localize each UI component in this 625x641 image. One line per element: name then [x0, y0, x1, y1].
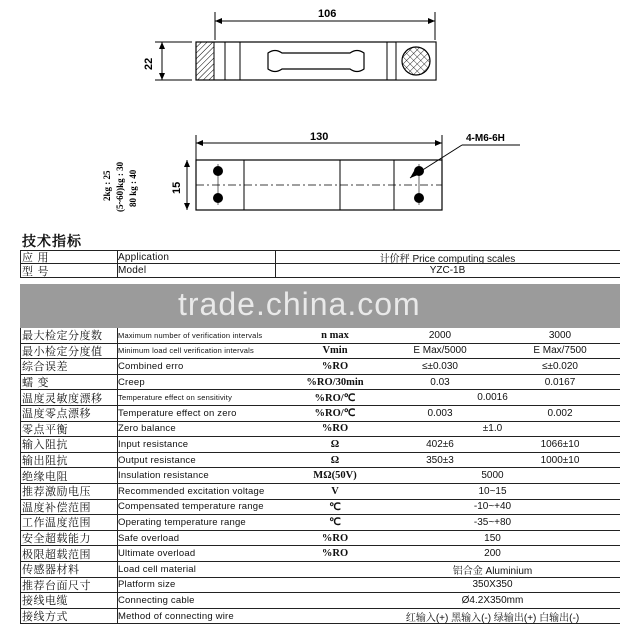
table-row	[20, 593, 620, 609]
row-value: 200	[484, 548, 501, 560]
table-row	[20, 468, 620, 484]
row-value-col1: 0.003	[427, 407, 453, 419]
row-value-col2: 1000±10	[540, 454, 580, 466]
row-label-en: Model	[118, 265, 147, 276]
row-unit: MΩ(50V)	[313, 470, 357, 482]
table-row	[20, 500, 620, 516]
row-label-cn: 推荐激励电压	[22, 485, 91, 499]
row-value-col1: 2000	[428, 329, 452, 341]
table-row	[20, 484, 620, 500]
row-value-col2: ≤±0.020	[541, 360, 578, 372]
row-label-en: Platform size	[118, 579, 176, 591]
row-value-col2: 0.0167	[544, 376, 576, 388]
row-value: 350X350	[472, 579, 513, 591]
row-value: -35~+80	[473, 516, 512, 528]
column-divider	[275, 250, 276, 278]
row-label-en: Minimum load cell verification intervals	[118, 346, 254, 356]
row-label-en: Recommended excitation voltage	[118, 485, 265, 497]
row-label-en: Maximum number of verification intervals	[118, 330, 263, 340]
table-row	[20, 250, 620, 264]
row-value-col1: E Max/5000	[413, 345, 467, 357]
table-row	[20, 546, 620, 562]
row-label-cn: 温度灵敏度漂移	[22, 391, 103, 405]
row-label-cn: 零点平衡	[22, 422, 68, 436]
table-row	[20, 531, 620, 547]
table-row	[20, 264, 620, 278]
table-row	[20, 453, 620, 469]
row-value-col2: 3000	[548, 329, 572, 341]
row-label-cn: 输入阻抗	[22, 438, 68, 452]
row-value: Ø4.2X350mm	[461, 594, 524, 606]
table-row	[20, 390, 620, 406]
row-value: 红输入(+) 黑输入(-) 绿输出(+) 白输出(-)	[405, 612, 580, 624]
table-row	[20, 406, 620, 422]
dim-top-width: 106	[318, 8, 337, 20]
row-label-cn: 最大检定分度数	[22, 329, 103, 343]
row-label-cn: 接线方式	[22, 610, 68, 624]
column-divider	[117, 328, 118, 624]
row-value: 计价秤 Price computing scales	[379, 253, 516, 263]
row-label-en: Load cell material	[118, 563, 197, 575]
dim-bottom-width: 130	[310, 131, 329, 143]
row-label-en: Method of connecting wire	[118, 610, 234, 622]
watermark: trade.china.com	[178, 286, 421, 322]
row-label-en: Creep	[118, 376, 145, 388]
column-divider	[20, 328, 21, 624]
row-value: 铝合金 Aluminium	[452, 565, 533, 577]
row-label-cn: 推荐台面尺寸	[22, 578, 91, 592]
row-label-en: Temperature effect on sensitivity	[118, 393, 233, 403]
table-row	[20, 437, 620, 453]
row-label-cn: 温度补偿范围	[22, 500, 91, 514]
row-value: 150	[484, 532, 501, 544]
side-note-2: (5~60)kg : 30	[115, 161, 125, 212]
row-unit: %RO	[321, 423, 349, 435]
row-label-en: Connecting cable	[118, 594, 195, 606]
row-unit: %RO	[321, 548, 349, 560]
row-value-col2: E Max/7500	[533, 345, 587, 357]
row-value-col1: 350±3	[426, 454, 454, 466]
table-row	[20, 344, 620, 360]
row-label-cn: 最小检定分度值	[22, 344, 103, 358]
column-divider	[20, 250, 21, 278]
table-row	[20, 328, 620, 344]
row-unit: Vmin	[322, 345, 348, 357]
table-row	[20, 578, 620, 594]
row-label-cn: 应 用	[22, 251, 49, 263]
side-note-3: 80 kg : 40	[128, 169, 138, 207]
row-label-en: Zero balance	[118, 423, 176, 435]
table-row	[20, 375, 620, 391]
load-cell-drawing	[0, 0, 625, 230]
thread-callout: 4-M6-6H	[466, 133, 505, 144]
row-value: YZC-1B	[429, 265, 466, 276]
row-value: -10~+40	[473, 501, 512, 513]
dim-top-height: 22	[143, 57, 155, 70]
row-label-cn: 型 号	[22, 264, 49, 277]
row-value-col2: 1066±10	[540, 438, 580, 450]
row-label-en: Safe overload	[118, 532, 180, 544]
row-label-cn: 工作温度范围	[22, 516, 91, 530]
row-value-col1: ≤±0.030	[421, 360, 458, 372]
row-label-cn: 极限超载范围	[22, 547, 91, 561]
row-value: 0.0016	[477, 392, 508, 404]
row-label-en: Output resistance	[118, 454, 196, 466]
row-label-cn: 安全超载能力	[22, 532, 91, 546]
dim-bottom-height: 15	[171, 181, 183, 194]
row-unit: %RO	[321, 532, 349, 544]
row-value: 5000	[481, 470, 504, 482]
row-unit: Ω	[330, 454, 340, 466]
row-label-en: Ultimate overload	[118, 548, 196, 560]
row-label-en: Input resistance	[118, 438, 189, 450]
table-row	[20, 422, 620, 438]
row-label-cn: 接线电缆	[22, 594, 68, 608]
table-row	[20, 515, 620, 531]
row-value-col1: 0.03	[430, 376, 450, 388]
row-unit: ℃	[329, 501, 341, 513]
row-unit: V	[331, 485, 339, 497]
row-label-en: Insulation resistance	[118, 470, 209, 482]
row-unit: %RO/℃	[314, 392, 356, 404]
row-label-cn: 输出阻抗	[22, 454, 68, 468]
row-label-cn: 综合误差	[22, 360, 68, 374]
row-label-en: Operating temperature range	[118, 516, 246, 528]
row-value: ±1.0	[482, 423, 503, 435]
row-label-cn: 传感器材料	[22, 563, 80, 577]
row-label-cn: 蠕 变	[22, 376, 49, 390]
row-unit: Ω	[330, 438, 340, 450]
row-unit: %RO	[321, 360, 349, 372]
row-unit: %RO/℃	[314, 408, 356, 420]
row-unit: n max	[321, 329, 349, 341]
row-unit: ℃	[329, 517, 341, 529]
row-label-en: Combined erro	[118, 360, 184, 372]
row-label-cn: 温度零点漂移	[22, 407, 91, 421]
row-label-cn: 绝缘电阻	[22, 469, 68, 483]
row-value: 10~15	[478, 485, 507, 497]
column-divider	[117, 250, 118, 278]
row-label-en: Application	[118, 251, 170, 263]
row-value-col1: 402±6	[426, 438, 454, 450]
side-note-1: 2kg : 25	[102, 170, 112, 201]
section-title: 技术指标	[22, 234, 82, 250]
table-row	[20, 359, 620, 375]
row-label-en: Compensated temperature range	[118, 501, 264, 513]
table-row	[20, 562, 620, 578]
table-row	[20, 609, 620, 625]
row-value-col2: 0.002	[547, 407, 573, 419]
row-label-en: Temperature effect on zero	[118, 407, 237, 419]
row-unit: %RO/30min	[306, 376, 364, 388]
